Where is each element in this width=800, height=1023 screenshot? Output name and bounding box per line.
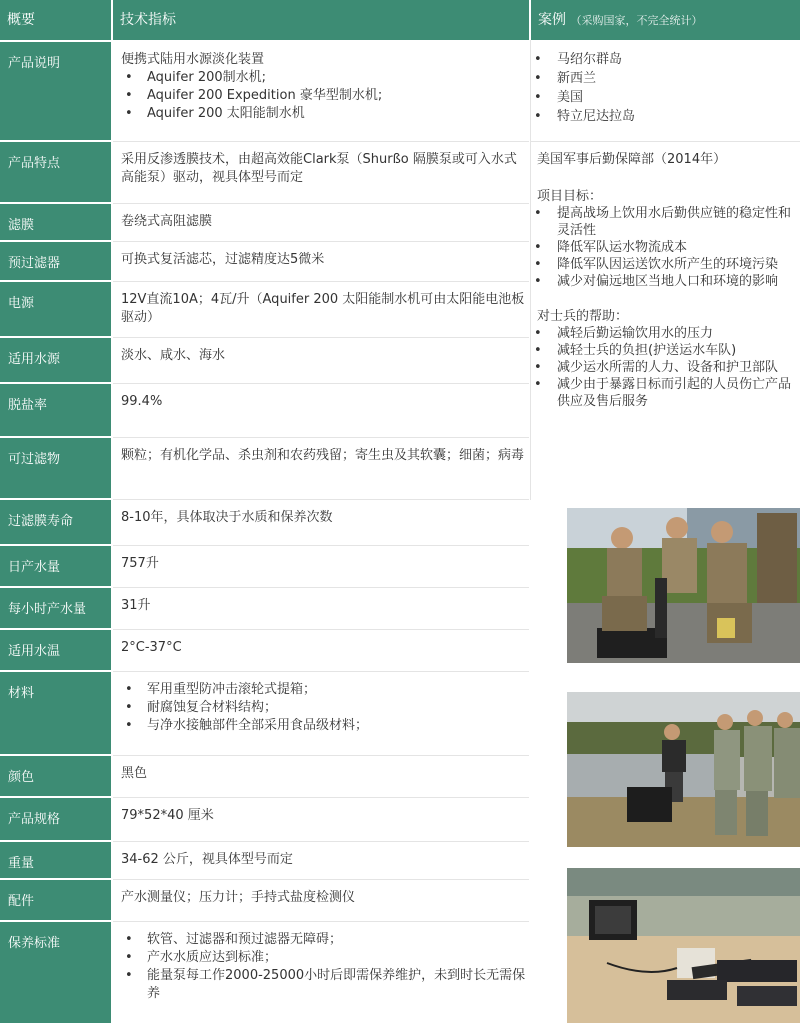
materials-item: • 耐腐蚀复合材料结构； [121, 699, 529, 717]
case-organization: 美国军事后勤保障部（2014年） [537, 152, 727, 167]
row-value-materials [113, 672, 529, 754]
country-item: • 美国 [531, 88, 791, 107]
row-value-water-temp: 2°C-37°C [121, 640, 182, 655]
description-text: 便携式陆用水源淡化装置 [121, 52, 265, 67]
row-value-membrane-life: 8-10年，具体取决于水质和保养次数 [121, 510, 333, 525]
country-item: • 特立尼达拉岛 [531, 107, 791, 126]
photo-soldiers-lakeside [567, 692, 800, 847]
row-label-maintenance: 保养标准 [0, 922, 111, 1023]
help-item: • 减轻后勤运输饮用水的压力 [531, 325, 791, 342]
row-value-dimensions: 79*52*40 厘米 [121, 808, 214, 823]
header-cases [531, 0, 800, 40]
photo-beach-svg [567, 868, 800, 1023]
row-divider [113, 755, 529, 756]
row-value-daily-output: 757升 [121, 556, 159, 571]
goal-item: • 降低军队运水物流成本 [531, 239, 791, 256]
row-divider [113, 383, 529, 384]
row-value-maintenance [113, 922, 529, 1023]
row-divider [113, 203, 529, 204]
row-divider [113, 879, 529, 880]
row-label-features: 产品特点 [0, 142, 111, 202]
case-details [531, 151, 791, 410]
row-label-weight: 重量 [0, 842, 111, 878]
row-divider [113, 437, 529, 438]
row-value-accessories: 产水测量仪；压力计；手持式盐度检测仪 [121, 890, 356, 905]
country-item: • 新西兰 [531, 69, 791, 88]
row-divider [113, 241, 529, 242]
row-divider [113, 797, 529, 798]
row-label-color: 颜色 [0, 756, 111, 796]
row-divider [113, 841, 529, 842]
help-list [531, 325, 791, 410]
header-cases-note: （采购国家，不完全统计） [570, 14, 703, 27]
country-list [531, 50, 791, 126]
help-item: • 减少由于暴露日标而引起的人员伤亡产品供应及售后服务 [531, 376, 791, 410]
row-label-hourly-output: 每小时产水量 [0, 588, 111, 628]
row-value-description [113, 42, 529, 140]
row-divider [113, 921, 529, 922]
photo-lakeside-svg [567, 692, 800, 847]
row-divider [113, 141, 529, 142]
row-label-filterable: 可过滤物 [0, 438, 111, 498]
row-value-prefilter: 可换式复活滤芯，过滤精度达5微米 [121, 252, 325, 267]
row-label-accessories: 配件 [0, 880, 111, 920]
row-divider [113, 281, 529, 282]
model-list [121, 69, 529, 123]
row-label-membrane-life: 过滤膜寿命 [0, 500, 111, 544]
country-item: • 马绍尔群岛 [531, 50, 791, 69]
row-label-water-temp: 适用水温 [0, 630, 111, 670]
goal-item: • 减少对偏远地区当地人口和环境的影响 [531, 273, 791, 290]
row-label-membrane: 滤膜 [0, 204, 111, 240]
row-value-features: 采用反渗透膜技术，由超高效能Clark泵（Shurßo 隔膜泵或可入水式高能泵）驱动，视具体型号而定 [121, 152, 517, 185]
row-divider [113, 629, 529, 630]
goal-item: • 降低军队因运送饮水所产生的环境污染 [531, 256, 791, 273]
header-overview: 概要 [0, 0, 111, 40]
materials-list [121, 681, 529, 735]
help-item: • 减轻士兵的负担(护送运水车队) [531, 342, 791, 359]
row-divider [113, 671, 529, 672]
goal-item: • 提高战场上饮用水后勤供应链的稳定性和灵活性 [531, 205, 791, 239]
header-cases-title: 案例 [538, 12, 566, 28]
row-value-weight: 34-62 公斤，视具体型号而定 [121, 852, 293, 867]
row-label-desalination: 脱盐率 [0, 384, 111, 436]
maintenance-item: • 能量泵每工作2000-25000小时后即需保养维护，未到时长无需保养 [121, 967, 529, 1003]
model-item: • Aquifer 200 太阳能制水机 [121, 105, 529, 123]
model-item: • Aquifer 200 Expedition 豪华型制水机; [121, 87, 529, 105]
materials-item: • 军用重型防冲击滚轮式提箱； [121, 681, 529, 699]
row-value-color: 黑色 [121, 766, 148, 781]
header-specs: 技术指标 [113, 0, 529, 40]
row-divider [531, 141, 800, 142]
row-divider [113, 545, 529, 546]
row-value-water-source: 淡水、咸水、海水 [121, 348, 226, 363]
photo-beach-solar [567, 868, 800, 1023]
row-divider [113, 499, 529, 500]
row-label-materials: 材料 [0, 672, 111, 754]
maintenance-list [121, 931, 529, 1003]
model-item: • Aquifer 200制水机; [121, 69, 529, 87]
row-value-membrane: 卷绕式高阻滤膜 [121, 214, 213, 229]
photo-marines-water-unit [567, 508, 800, 663]
row-value-hourly-output: 31升 [121, 598, 151, 613]
goals-title: 项目目标： [537, 189, 603, 204]
help-title: 对士兵的帮助： [537, 309, 629, 324]
maintenance-item: • 软管、过滤器和预过滤器无障碍； [121, 931, 529, 949]
row-label-prefilter: 预过滤器 [0, 242, 111, 280]
row-label-power: 电源 [0, 282, 111, 336]
materials-item: • 与净水接触部件全部采用食品级材料； [121, 717, 529, 735]
row-value-filterable: 颗粒；有机化学品、杀虫剂和农药残留；寄生虫及其软囊；细菌；病毒 [121, 448, 525, 463]
row-label-water-source: 适用水源 [0, 338, 111, 382]
row-value-desalination: 99.4% [121, 394, 163, 409]
row-label-description: 产品说明 [0, 42, 111, 140]
row-divider [113, 587, 529, 588]
row-value-power: 12V直流10A；4瓦/升（Aquifer 200 太阳能制水机可由太阳能电池板驱动） [121, 292, 525, 325]
case-countries [531, 50, 791, 126]
help-item: • 减少运水所需的人力、设备和护卫部队 [531, 359, 791, 376]
photo-marines-svg [567, 508, 800, 663]
row-label-dimensions: 产品规格 [0, 798, 111, 840]
row-divider [113, 337, 529, 338]
row-label-daily-output: 日产水量 [0, 546, 111, 586]
goals-list [531, 205, 791, 290]
maintenance-item: • 产水水质应达到标准； [121, 949, 529, 967]
